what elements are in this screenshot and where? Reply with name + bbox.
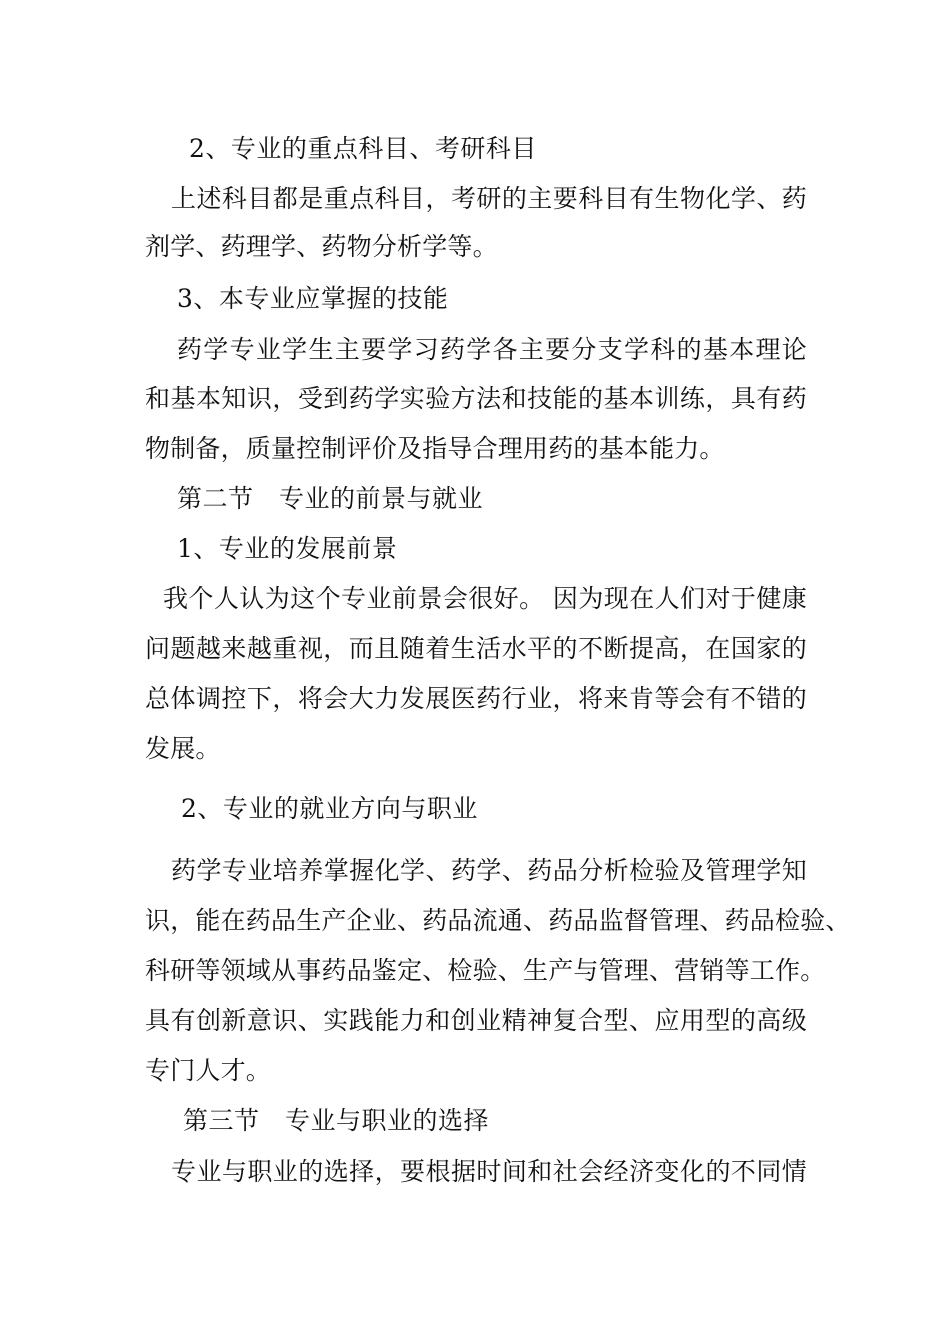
paragraph-line: 和基本知识，受到药学实验方法和技能的基本训练，具有药 — [145, 384, 807, 413]
section-title-prospects: 第二节 专业的前景与就业 — [177, 484, 484, 513]
paragraph-line: 识，能在药品生产企业、药品流通、药品监督管理、药品检验、 — [145, 906, 851, 935]
paragraph-line: 剂学、药理学、药物分析学等。 — [145, 232, 498, 261]
paragraph-line: 具有创新意识、实践能力和创业精神复合型、应用型的高级 — [145, 1006, 807, 1035]
heading-employment-direction: 2、专业的就业方向与职业 — [181, 794, 478, 823]
paragraph-line: 总体调控下，将会大力发展医药行业，将来肯等会有不错的 — [145, 684, 807, 713]
heading-development-prospects: 1、专业的发展前景 — [177, 534, 398, 563]
section-title-selection: 第三节 专业与职业的选择 — [183, 1106, 490, 1135]
paragraph-line: 我个人认为这个专业前景会很好。 因为现在人们对于健康 — [163, 584, 807, 613]
paragraph-line: 物制备，质量控制评价及指导合理用药的基本能力。 — [145, 434, 725, 463]
paragraph-line: 专门人才。 — [145, 1056, 272, 1085]
paragraph-line: 发展。 — [145, 734, 221, 763]
paragraph-line: 问题越来越重视，而且随着生活水平的不断提高，在国家的 — [145, 634, 807, 663]
paragraph-line: 上述科目都是重点科目，考研的主要科目有生物化学、药 — [171, 184, 807, 213]
paragraph-line: 科研等领域从事药品鉴定、检验、生产与管理、营销等工作。 — [145, 956, 826, 985]
heading-required-skills: 3、本专业应掌握的技能 — [177, 284, 449, 313]
paragraph-line: 专业与职业的选择，要根据时间和社会经济变化的不同情 — [171, 1157, 807, 1186]
paragraph-line: 药学专业培养掌握化学、药学、药品分析检验及管理学知 — [171, 856, 807, 885]
paragraph-line: 药学专业学生主要学习药学各主要分支学科的基本理论 — [177, 335, 807, 364]
heading-key-subjects: 2、专业的重点科目、考研科目 — [189, 134, 537, 163]
